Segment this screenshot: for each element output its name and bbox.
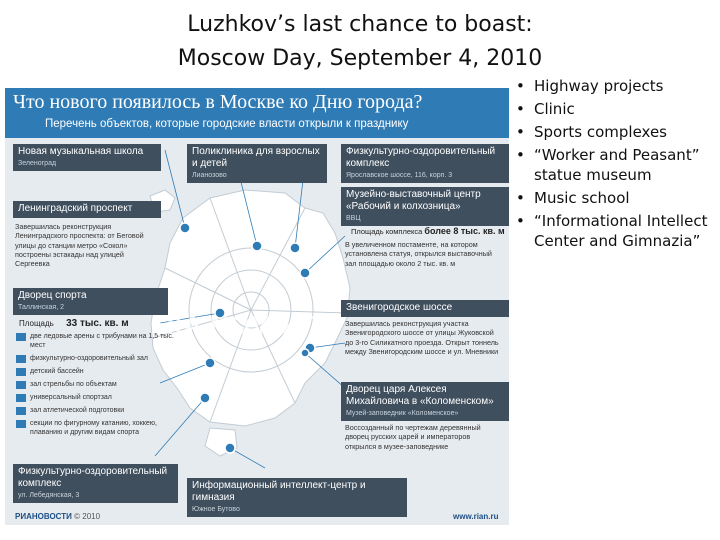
- feature-item: зал атлетической подготовки: [16, 406, 176, 415]
- bullet-dot-icon: •: [516, 189, 525, 207]
- bullet-dot-icon: •: [516, 100, 525, 118]
- feature-item: две ледовые арены с трибунами на 1,5 тыс. мест: [16, 332, 176, 350]
- slide-title-line-1: Luzhkov’s last chance to boast:: [187, 12, 533, 37]
- slide-title: [0, 8, 720, 76]
- label-museum: [341, 187, 509, 226]
- label-sports-complex-2: [13, 464, 178, 503]
- sports-feature-icon: [16, 368, 26, 376]
- infographic-heading: Что нового появилось в Москве ко Дню города?: [13, 91, 423, 113]
- bullet-item: • Music school: [516, 189, 630, 207]
- label-palace-of-sport: [13, 288, 168, 315]
- palace-area-value: 33 тыс. кв. м: [66, 318, 129, 329]
- sports-feature-icon: [16, 420, 26, 428]
- palace-of-sport-title: Дворец спорта: [18, 290, 87, 301]
- location-marker-icon: [200, 393, 210, 403]
- location-marker-icon: [180, 223, 190, 233]
- footer-brand-name: РИАНОВОСТИ: [15, 512, 72, 521]
- sports-complex-1-location: Ярославское шоссе, 116, корп. 3: [346, 172, 453, 179]
- infographic-subheading: Перечень объектов, которые городские власти открыли к празднику: [45, 118, 409, 130]
- infographic-header: [5, 88, 509, 138]
- label-intellect-center: [187, 478, 407, 517]
- feature-item: физкультурно-оздоровительный зал: [16, 354, 176, 363]
- infographic: [5, 88, 509, 525]
- museum-title: Музейно-выставочный центр «Рабочий и колхозница»: [346, 189, 481, 212]
- sports-feature-icon: [16, 394, 26, 402]
- bullet-dot-icon: •: [516, 146, 525, 164]
- bullet-item: • Sports complexes: [516, 123, 668, 141]
- location-marker-icon: [205, 358, 215, 368]
- music-school-location: Зеленоград: [18, 160, 57, 167]
- label-clinic: [187, 144, 327, 183]
- bullet-item: • Highway projects: [516, 77, 664, 95]
- leningrad-description: Завершилась реконструкция Ленинградского проспекта: от Беговой улицы до станции метро «Сокол» построены эстакады над улицей Сергеевка: [15, 222, 144, 269]
- museum-location: ВВЦ: [346, 215, 361, 222]
- sports-feature-icon: [16, 333, 26, 341]
- slide-title-line-2: Moscow Day, September 4, 2010: [177, 46, 543, 71]
- palace-of-sport-location: Таллинская, 2: [18, 304, 64, 311]
- feature-item: секции по фигурному катанию, хоккею, плаванию и другим видам спорта: [16, 419, 176, 437]
- music-school-title: Новая музыкальная школа: [18, 146, 144, 157]
- bullet-dot-icon: •: [516, 77, 525, 95]
- footer-url: www.rian.ru: [453, 512, 499, 521]
- label-tsar-palace: [341, 382, 509, 421]
- bullet-item: • “Worker and Peasant” statue museum: [516, 146, 700, 184]
- location-marker-icon: [252, 241, 262, 251]
- intellect-center-location: Южное Бутово: [192, 506, 240, 513]
- sports-feature-icon: [16, 407, 26, 415]
- sports-feature-icon: [16, 381, 26, 389]
- sports-complex-2-location: ул. Лебедянская, 3: [18, 492, 80, 499]
- watermark: RIA NOVOSTI: [155, 310, 335, 340]
- feature-item: универсальный спортзал: [16, 393, 176, 402]
- museum-area-value: более 8 тыс. кв. м: [424, 226, 505, 236]
- intellect-center-title: Информационный интеллект-центр и гимназия: [192, 480, 366, 503]
- sports-complex-2-title: Физкультурно-оздоровительный комплекс: [18, 466, 168, 489]
- location-marker-icon: [300, 268, 310, 278]
- footer-brand: [15, 512, 100, 521]
- museum-area-label: Площадь комплекса: [351, 227, 423, 236]
- museum-area: [351, 226, 505, 236]
- tsar-palace-description: Воссозданный по чертежам деревянный дворец русских царей и императоров открылся в музее-заповеднике: [345, 423, 481, 451]
- bullet-dot-icon: •: [516, 123, 525, 141]
- palace-feature-list: [16, 332, 176, 441]
- sports-complex-1-title: Физкультурно-оздоровительный комплекс: [346, 146, 496, 169]
- label-leningrad-prospect: [13, 201, 161, 218]
- location-marker-icon: [290, 243, 300, 253]
- zvenigorod-title: Звенигородское шоссе: [346, 302, 453, 313]
- feature-item: детский бассейн: [16, 367, 176, 376]
- location-marker-icon: [301, 349, 309, 357]
- sports-feature-icon: [16, 355, 26, 363]
- label-sports-complex-1: [341, 144, 509, 183]
- zvenigorod-description: Завершилась реконструкция участка Звенигородского шоссе от улицы Жуковской до 3-го Силикатного проезда. Открыт тоннель между Звенигородским шоссе и ул. Мневники: [345, 319, 499, 356]
- clinic-location: Лианозово: [192, 172, 227, 179]
- tsar-palace-title: Дворец царя Алексея Михайловича в «Коломенском»: [346, 384, 494, 407]
- location-marker-icon: [225, 443, 235, 453]
- palace-area-label: Площадь: [19, 319, 54, 328]
- museum-description: В увеличенном постаменте, на котором установлена статуя, открылся выставочный зал площадью около 2 тыс. кв. м: [345, 240, 492, 268]
- bullet-item: • Clinic: [516, 100, 575, 118]
- bullet-dot-icon: •: [516, 212, 525, 230]
- bullet-list: [512, 76, 718, 254]
- label-music-school: [13, 144, 161, 171]
- bullet-item: • “Informational Intellect Center and Gimnazia”: [516, 212, 708, 250]
- label-zvenigorod: [341, 300, 509, 317]
- footer-year: © 2010: [74, 512, 101, 521]
- palace-of-sport-area: [19, 318, 129, 329]
- tsar-palace-location: Музей-заповедник «Коломенское»: [346, 410, 459, 417]
- feature-item: зал стрельбы по объектам: [16, 380, 176, 389]
- clinic-title: Поликлиника для взрослых и детей: [192, 146, 320, 169]
- leningrad-prospect-title: Ленинградский проспект: [18, 203, 133, 214]
